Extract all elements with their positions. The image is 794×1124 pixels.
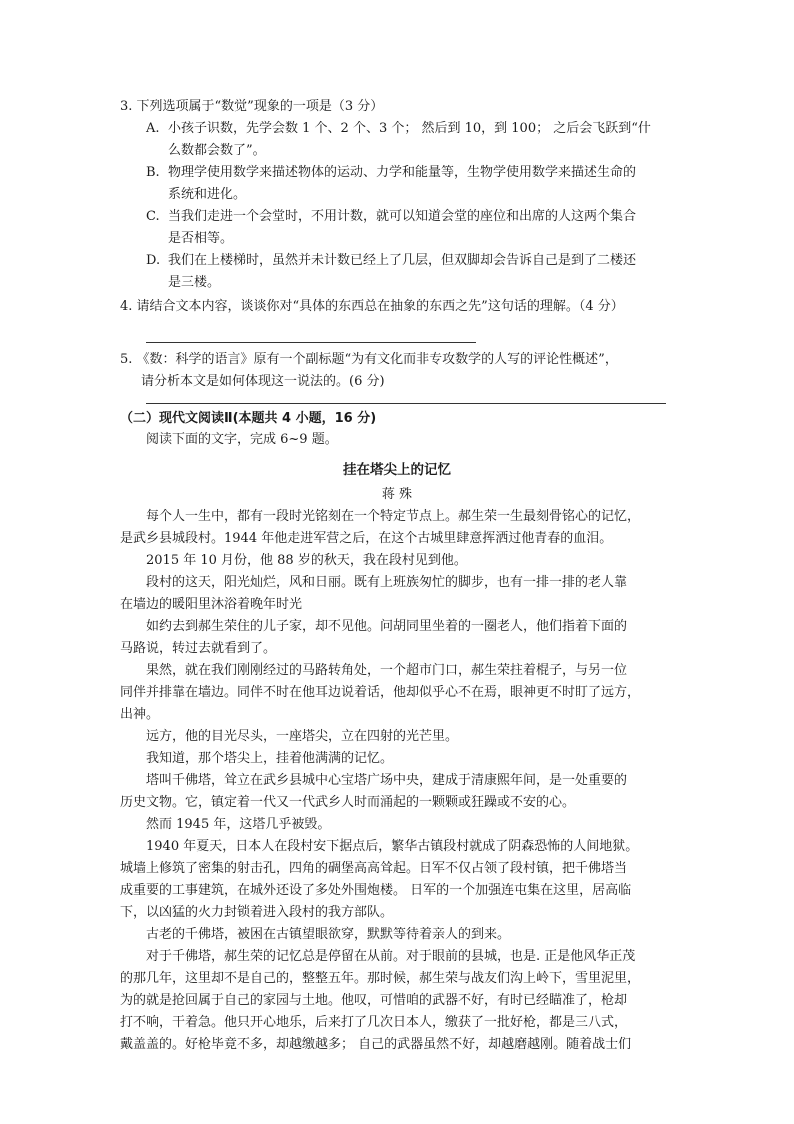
article-line: 出神。 xyxy=(120,707,160,722)
q4-answer-line xyxy=(146,342,476,343)
article-line: 的那几年，这里却不是自己的，整整五年。那时候，郝生荣与战友们沟上岭下，雪里泥里， xyxy=(120,971,641,986)
q3-option-a-label: A. xyxy=(146,121,160,136)
article-title: 挂在塔尖上的记忆 xyxy=(343,462,451,478)
article-line: 同伴并排靠在墙边。同伴不时在他耳边说着话，他却似乎心不在焉，眼神更不时盯了远方， xyxy=(120,685,641,700)
article-author: 蒋 殊 xyxy=(381,487,413,502)
q3-option-d-line1: D. 我们在上楼梯时，虽然并未计数已经上了几层，但双脚却会告诉自己是到了二楼还 xyxy=(146,250,636,272)
q3-option-c-label: C. xyxy=(146,209,160,224)
article-line: 塔叫千佛塔，耸立在武乡县城中心宝塔广场中央，建成于清康熙年间，是一处重要的 xyxy=(146,773,628,788)
article-line: 段村的这天，阳光灿烂，风和日丽。既有上班族匆忙的脚步，也有一排一排的老人靠 xyxy=(146,575,628,590)
q3-option-d-label: D. xyxy=(146,253,161,268)
article-line: 打不响，干着急。他只开心地乐，后来打了几次日本人，缴获了一批好枪，都是三八式， xyxy=(120,1015,628,1030)
article-line: 历史文物。它，镇定着一代又一代武乡人时而涌起的一颗颗或狂躁或不安的心。 xyxy=(120,795,576,810)
article-line: 1940 年夏天，日本人在段村安下据点后，繁华古镇段村就成了阴森恐怖的人间地狱。 xyxy=(146,839,639,854)
q3-option-b-line2: 系统和进化。 xyxy=(168,187,247,202)
article-line: 戴盖盖的。好枪毕竟不多，却越缴越多； 自己的武器虽然不好，却越磨越刚。随着战士们 xyxy=(120,1037,632,1052)
q3-option-b-label: B. xyxy=(146,165,160,180)
article-line: 2015 年 10 月份，他 88 岁的秋天，我在段村见到他。 xyxy=(146,553,467,568)
article-line: 为的就是抢回属于自己的家园与土地。他叹，可惜咱的武器不好，有时已经瞄准了，枪却 xyxy=(120,993,628,1008)
section-instruction: 阅读下面的文字，完成 6~9 题。 xyxy=(146,432,338,447)
article-line: 每个人一生中，都有一段时光铭刻在一个特定节点上。郝生荣一生最刻骨铭心的记忆， xyxy=(146,509,641,524)
article-line: 成重要的工事建筑，在城外还设了多处外围炮楼。 日军的一个加强连屯集在这里，居高临 xyxy=(120,883,632,898)
article-line: 城墙上修筑了密集的射击孔，四角的碉堡高高耸起。日军不仅占领了段村镇，把千佛塔当 xyxy=(120,861,628,876)
q3-option-a-line1: A. 小孩子识数，先学会数 1 个、2 个、3 个； 然后到 10，到 100； 之后会飞跃到“什 xyxy=(146,118,651,140)
q5-answer-line xyxy=(146,403,666,404)
article-line: 下，以凶猛的火力封锁着进入段村的我方部队。 xyxy=(120,905,394,920)
q3-option-c-line1: C. 当我们走进一个会堂时，不用计数，就可以知道会堂的座位和出席的人这两个集合 xyxy=(146,206,636,228)
article-line: 是武乡县城段村。1944 年他走进军营之后，在这个古城里肆意挥洒过他青春的血泪。 xyxy=(120,531,613,546)
q3-stem: 3. 下列选项属于“数觉”现象的一项是（3 分） xyxy=(120,99,384,114)
q3-option-a-line2: 么数都会数了”。 xyxy=(168,143,266,158)
article-line: 对于千佛塔，郝生荣的记忆总是停留在从前。对于眼前的县城，也是. 正是他风华正茂 xyxy=(146,949,636,964)
q5-line1: 5. 《数：科学的语言》原有一个副标题“为有文化而非专攻数学的人写的评论性概述”， xyxy=(120,352,618,367)
article-line: 在墙边的暖阳里沐浴着晚年时光 xyxy=(120,597,303,612)
q3-option-b-line1: B. 物理学使用数学来描述物体的运动、力学和能量等，生物学使用数学来描述生命的 xyxy=(146,162,636,184)
article-line: 然而 1945 年，这塔几乎被毁。 xyxy=(146,817,331,832)
section-heading: （二）现代文阅读Ⅱ(本题共 4 小题，16 分) xyxy=(120,411,377,426)
article-line: 如约去到郝生荣住的儿子家，却不见他。问胡同里坐着的一圈老人，他们指着下面的 xyxy=(146,619,628,634)
article-line: 马路说，转过去就看到了。 xyxy=(120,641,277,656)
article-line: 古老的千佛塔，被困在古镇望眼欲穿，默默等待着亲人的到来。 xyxy=(146,927,511,942)
article-line: 我知道，那个塔尖上，挂着他满满的记忆。 xyxy=(146,751,394,766)
q4-stem: 4. 请结合文本内容，谈谈你对“具体的东西总在抽象的东西之先”这句话的理解。（4 分） xyxy=(120,299,624,314)
q3-option-d-line2: 是三楼。 xyxy=(168,275,221,290)
article-line: 远方，他的目光尽头，一座塔尖，立在四射的光芒里。 xyxy=(146,729,459,744)
q3-option-c-line2: 是否相等。 xyxy=(168,231,234,246)
article-line: 果然，就在我们刚刚经过的马路转角处，一个超市门口，郝生荣拄着棍子，与另一位 xyxy=(146,663,628,678)
q5-line2: 请分析本文是如何体现这一说法的。(6 分) xyxy=(141,374,385,389)
